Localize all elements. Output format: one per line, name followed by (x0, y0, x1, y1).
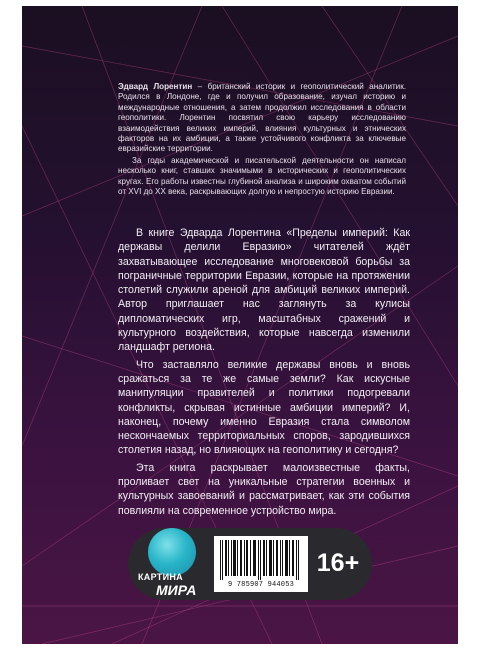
publisher-name-line2: МИРА (156, 582, 197, 598)
description-paragraph-1: В книге Эдварда Лорентина «Пределы империй: Как державы делили Евразию» читателей ждёт захватывающее исследование многовековой борьбы за пограничные территории Евразии, которые на протяжении столетий служили ареной для амбиций великих империй. Автор приглашает нас заглянуть за кулисы дипломатических игр, масштабных сражений и культурного воздействия, которые навсегда изменили ландшафт региона. (118, 227, 410, 354)
barcode-icon (218, 540, 304, 580)
description-paragraph-2: Что заставляло великие державы вновь и вновь сражаться за те же самые земли? Как искусные манипуляции правителей и политики подогревали конфликты, скрывая истинные амбиции империй? И, наконец, почему именно Евразия стала символом нескончаемых территориальных споров, зародившихся столетия назад, но влияющих на геополитику и сегодня? (118, 358, 410, 457)
barcode (214, 536, 308, 592)
description-paragraph-3: Эта книга раскрывает малоизвестные факты, проливает свет на уникальные стратегии военных и культурных завоеваний и рассматривает, как эти события повлияли на современное устройство мира. (118, 461, 410, 517)
book-description (118, 226, 410, 521)
publisher-logo (136, 524, 212, 604)
age-rating: 16+ (316, 549, 360, 577)
globe-icon (148, 528, 196, 576)
author-bio-paragraph-2: За годы академической и писательской деятельности он написал несколько книг, ставших значимыми в исторических и геополитических кругах. Его работы известны глубиной анализа и широким охватом событий от XVI до XX века, раскрывающих долгую и непростую историю Евразии. (118, 155, 406, 197)
barcode-number: 9 785907 944053 (227, 581, 294, 589)
author-bio-text: – британский историк и геополитический аналитик. Родился в Лондоне, где и получил образование, изучал историю и международные отношения, а затем продолжил исследования в области геополитики. Лорентин посвятил свою карьеру исследованию взаимодействия великих империй, влияния культурных и этнических факторов на их амбиции, а также устойчивого конфликта за ключевые евразийские территории. (118, 82, 406, 154)
author-bio (118, 82, 406, 197)
author-name: Эдвард Лорентин (118, 82, 193, 91)
author-bio-paragraph (118, 82, 406, 155)
publisher-name-line1: КАРТИНА (138, 572, 183, 582)
